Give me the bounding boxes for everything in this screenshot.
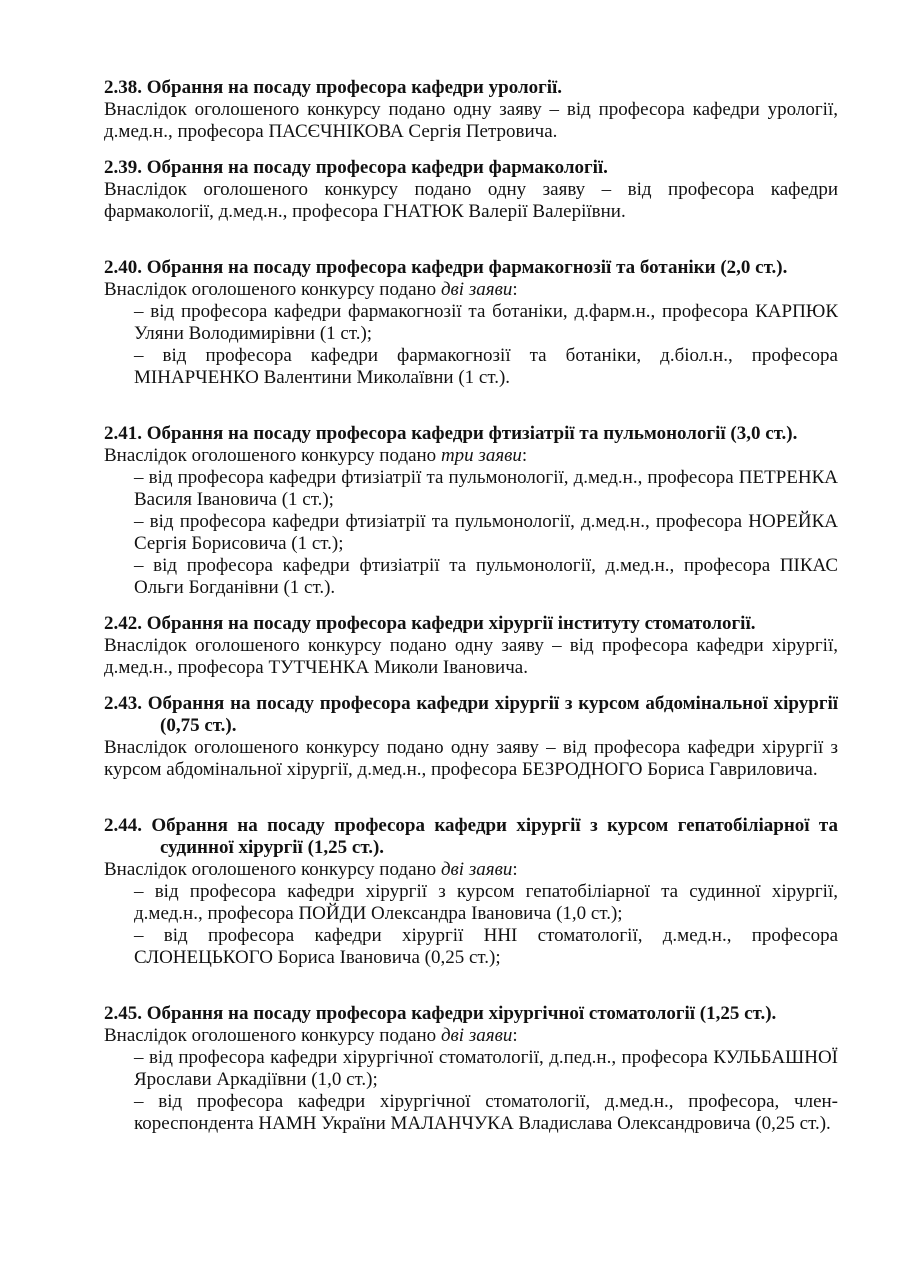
intro-italic: дві заяви <box>440 1025 513 1046</box>
intro-text: Внаслідок оголошеного конкурсу подано одну заяву – від професора кафедри хірургії, д.мед.н., професора ТУТЧЕНКА Миколи Івановича. <box>104 635 838 678</box>
section-2-38 <box>104 77 838 143</box>
section-number: 2.42. <box>104 613 142 634</box>
section-title: Обрання на посаду професора кафедри урології. <box>146 77 563 98</box>
section-number: 2.45. <box>104 1003 142 1024</box>
section-heading <box>104 257 838 279</box>
intro-paragraph <box>104 737 838 781</box>
section-title: Обрання на посаду професора кафедри хірургії з курсом гепатобіліарної та судинної хірургії (1,25 ст.). <box>151 815 839 858</box>
intro-text: Внаслідок оголошеного конкурсу подано <box>104 859 441 880</box>
intro-italic: три заяви <box>440 445 522 466</box>
section-heading <box>104 613 838 635</box>
application-item: – від професора кафедри фтизіатрії та пульмонології, д.мед.н., професора ПІКАС Ольги Богданівни (1 ст.). <box>134 555 838 598</box>
intro-text: Внаслідок оголошеного конкурсу подано <box>104 1025 441 1046</box>
section-number: 2.41. <box>104 423 142 444</box>
application-item: – від професора кафедри хірургії з курсом гепатобіліарної та судинної хірургії, д.мед.н., професора ПОЙДИ Олександра Івановича (1,0 ст.); <box>134 881 838 924</box>
section-title: Обрання на посаду професора кафедри хірургічної стоматології (1,25 ст.). <box>146 1003 777 1024</box>
application-item: – від професора кафедри фтизіатрії та пульмонології, д.мед.н., професора ПЕТРЕНКА Василя Івановича (1 ст.); <box>134 467 838 510</box>
intro-text: Внаслідок оголошеного конкурсу подано одну заяву – від професора кафедри урології, д.мед.н., професора ПАСЄЧНІКОВА Сергія Петровича. <box>104 99 838 142</box>
application-item: – від професора кафедри фтизіатрії та пульмонології, д.мед.н., професора НОРЕЙКА Сергія Борисовича (1 ст.); <box>134 511 838 554</box>
section-number: 2.44. <box>104 815 142 836</box>
section-number: 2.39. <box>104 157 142 178</box>
intro-text: Внаслідок оголошеного конкурсу подано одну заяву – від професора кафедри фармакології, д.мед.н., професора ГНАТЮК Валерії Валеріївни. <box>104 179 838 222</box>
section-heading <box>104 157 838 179</box>
section-heading <box>104 77 838 99</box>
application-item: – від професора кафедри хірургії ННІ стоматології, д.мед.н., професора СЛОНЕЦЬКОГО Бориса Івановича (0,25 ст.); <box>134 925 838 968</box>
intro-paragraph <box>104 279 838 301</box>
intro-italic: дві заяви <box>440 859 513 880</box>
intro-text: Внаслідок оголошеного конкурсу подано <box>104 445 441 466</box>
application-item: – від професора кафедри хірургічної стоматології, д.мед.н., професора, член-кореспондента НАМН України МАЛАНЧУКА Владислава Олександровича (0,25 ст.). <box>134 1091 838 1134</box>
section-title: Обрання на посаду професора кафедри хірургії інституту стоматології. <box>146 613 756 634</box>
section-2-41 <box>104 423 838 599</box>
section-number: 2.43. <box>104 693 142 714</box>
section-title: Обрання на посаду професора кафедри фармакології. <box>146 157 608 178</box>
section-heading <box>104 1003 838 1025</box>
section-2-40 <box>104 257 838 389</box>
intro-suffix: : <box>521 445 528 466</box>
intro-paragraph <box>104 179 838 223</box>
section-heading <box>104 423 838 445</box>
section-number: 2.40. <box>104 257 142 278</box>
section-number: 2.38. <box>104 77 142 98</box>
intro-suffix: : <box>512 859 518 880</box>
section-2-42 <box>104 613 838 679</box>
section-heading <box>104 815 838 859</box>
intro-suffix: : <box>512 279 518 300</box>
intro-paragraph <box>104 859 838 881</box>
application-item: – від професора кафедри фармакогнозії та ботаніки, д.біол.н., професора МІНАРЧЕНКО Валентини Миколаївни (1 ст.). <box>134 345 838 388</box>
section-2-39 <box>104 157 838 223</box>
intro-text: Внаслідок оголошеного конкурсу подано <box>104 279 441 300</box>
section-2-44 <box>104 815 838 969</box>
section-title: Обрання на посаду професора кафедри фтизіатрії та пульмонології (3,0 ст.). <box>146 423 798 444</box>
section-2-45 <box>104 1003 838 1135</box>
intro-paragraph <box>104 635 838 679</box>
application-item: – від професора кафедри фармакогнозії та ботаніки, д.фарм.н., професора КАРПЮК Уляни Володимирівни (1 ст.); <box>134 301 838 344</box>
intro-italic: дві заяви <box>440 279 513 300</box>
intro-paragraph <box>104 99 838 143</box>
intro-paragraph <box>104 1025 838 1047</box>
section-title: Обрання на посаду професора кафедри хірургії з курсом абдомінальної хірургії (0,75 ст.). <box>147 693 839 736</box>
section-heading <box>104 693 838 737</box>
section-2-43 <box>104 693 838 781</box>
application-item: – від професора кафедри хірургічної стоматології, д.пед.н., професора КУЛЬБАШНОЇ Ярослави Аркадіївни (1,0 ст.); <box>134 1047 838 1090</box>
intro-text: Внаслідок оголошеного конкурсу подано одну заяву – від професора кафедри хірургії з курсом абдомінальної хірургії, д.мед.н., професора БЕЗРОДНОГО Бориса Гавриловича. <box>104 737 838 780</box>
intro-suffix: : <box>512 1025 518 1046</box>
intro-paragraph <box>104 445 838 467</box>
section-title: Обрання на посаду професора кафедри фармакогнозії та ботаніки (2,0 ст.). <box>146 257 788 278</box>
